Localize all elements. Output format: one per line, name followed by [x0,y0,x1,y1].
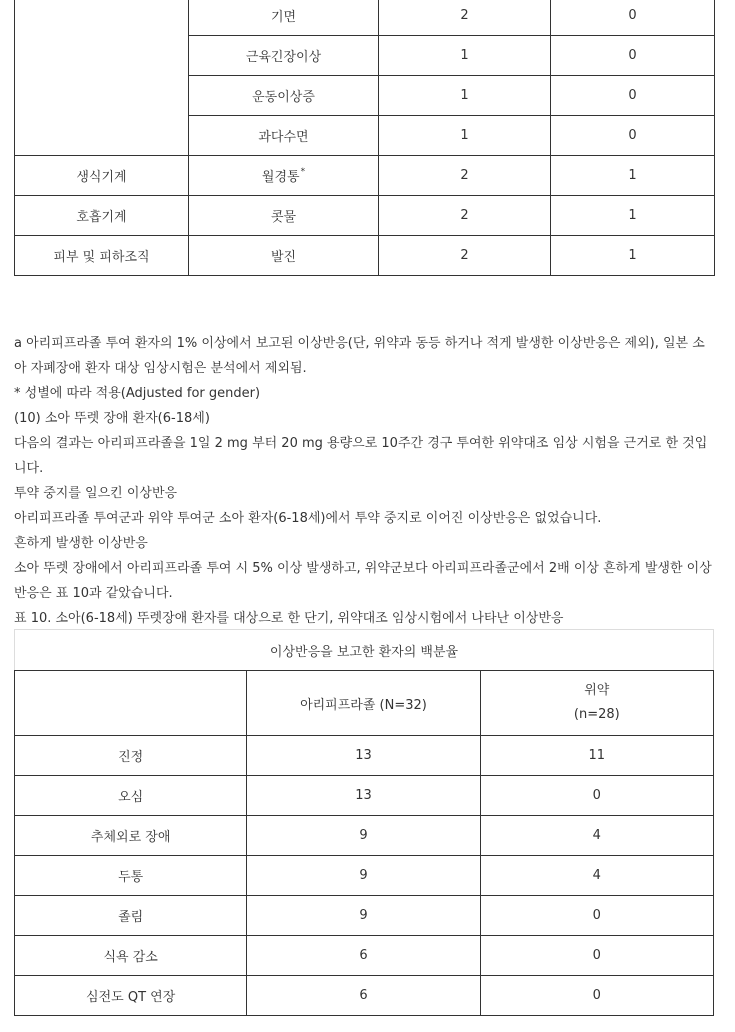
placebo-value: 0 [551,0,715,36]
event-cell: 발진 [189,236,379,276]
placebo-value: 0 [551,116,715,156]
table-header-row [15,671,714,736]
aripiprazole-value: 1 [379,116,551,156]
event-cell: 졸림 [15,896,247,936]
placebo-value: 1 [551,156,715,196]
subsection-title-common: 흔하게 발생한 이상반응 [14,536,148,551]
section-title: (10) 소아 뚜렛 장애 환자(6-18세) [14,411,210,426]
event-cell: 기면 [189,0,379,36]
table-row [15,196,715,236]
aripiprazole-value: 9 [247,816,480,856]
table-row [15,236,715,276]
placebo-value: 1 [551,236,715,276]
event-cell: 콧물 [189,196,379,236]
adverse-events-table-continued [14,0,715,276]
event-cell: 오심 [15,776,247,816]
table-row [15,816,714,856]
aripiprazole-value: 6 [247,936,480,976]
event-cell [189,156,379,196]
table-row [15,856,714,896]
category-cell: 생식기계 [15,156,189,196]
table-row [15,776,714,816]
placebo-value: 0 [480,936,713,976]
event-cell: 두통 [15,856,247,896]
table-row [15,896,714,936]
event-cell: 식욕 감소 [15,936,247,976]
event-label: 월경통 [261,170,300,185]
event-cell: 근육긴장이상 [189,36,379,76]
document-body-text [14,331,714,631]
table-caption-row [15,630,714,671]
category-cell [15,0,189,156]
aripiprazole-value: 9 [247,896,480,936]
subsection-title-discontinuation: 투약 중지를 일으킨 이상반응 [14,486,178,501]
event-cell: 과다수면 [189,116,379,156]
placebo-value: 4 [480,856,713,896]
aripiprazole-value: 13 [247,776,480,816]
table-row [15,936,714,976]
table-row [15,156,715,196]
event-cell: 진정 [15,736,247,776]
aripiprazole-column-header: 아리피프라졸 (N=32) [247,671,480,736]
aripiprazole-value: 2 [379,0,551,36]
placebo-value: 0 [551,36,715,76]
intro-paragraph: 다음의 결과는 아리피프라졸을 1일 2 mg 부터 20 mg 용량으로 10주간 경구 투여한 위약대조 임상 시험을 근거로 한 것입니다. [14,436,708,476]
placebo-value: 11 [480,736,713,776]
placebo-value: 0 [480,776,713,816]
category-cell: 피부 및 피하조직 [15,236,189,276]
aripiprazole-value: 1 [379,76,551,116]
event-cell: 심전도 QT 연장 [15,976,247,1016]
placebo-value: 4 [480,816,713,856]
table-row [15,976,714,1016]
discontinuation-text: 아리피프라졸 투여군과 위약 투여군 소아 환자(6-18세)에서 투약 중지로 이어진 이상반응은 없었습니다. [14,511,602,526]
table-row [15,736,714,776]
aripiprazole-value: 2 [379,156,551,196]
footnote-mark: * [300,167,306,177]
category-cell: 호흡기계 [15,196,189,236]
aripiprazole-value: 1 [379,36,551,76]
aripiprazole-value: 2 [379,196,551,236]
empty-header-cell [15,671,247,736]
table-10-caption: 표 10. 소아(6-18세) 뚜렛장애 환자를 대상으로 한 단기, 위약대조 임상시험에서 나타난 이상반응 [14,611,564,626]
placebo-value: 0 [551,76,715,116]
table-10-percentage-caption: 이상반응을 보고한 환자의 백분율 [15,630,714,671]
aripiprazole-value: 13 [247,736,480,776]
placebo-column-header [480,671,713,736]
footnote-star: * 성별에 따라 적용(Adjusted for gender) [14,386,261,401]
table-10 [14,629,714,1016]
placebo-value: 0 [480,896,713,936]
common-events-text: 소아 뚜렛 장애에서 아리피프라졸 투여 시 5% 이상 발생하고, 위약군보다 아리피프라졸군에서 2배 이상 흔하게 발생한 이상 반응은 표 10과 같았습니다. [14,561,712,601]
placebo-header-line2: (n=28) [573,707,620,722]
placebo-header-line1: 위약 [584,683,610,698]
event-cell: 추체외로 장애 [15,816,247,856]
table-row [15,0,715,36]
placebo-value: 0 [480,976,713,1016]
placebo-value: 1 [551,196,715,236]
aripiprazole-value: 9 [247,856,480,896]
aripiprazole-value: 6 [247,976,480,1016]
footnote-a: a 아리피프라졸 투여 환자의 1% 이상에서 보고된 이상반응(단, 위약과 동등 하거나 적게 발생한 이상반응은 제외), 일본 소아 자폐장애 환자 대상 임상시험은 분석에서 제외됨. [14,336,705,376]
event-cell: 운동이상증 [189,76,379,116]
aripiprazole-value: 2 [379,236,551,276]
